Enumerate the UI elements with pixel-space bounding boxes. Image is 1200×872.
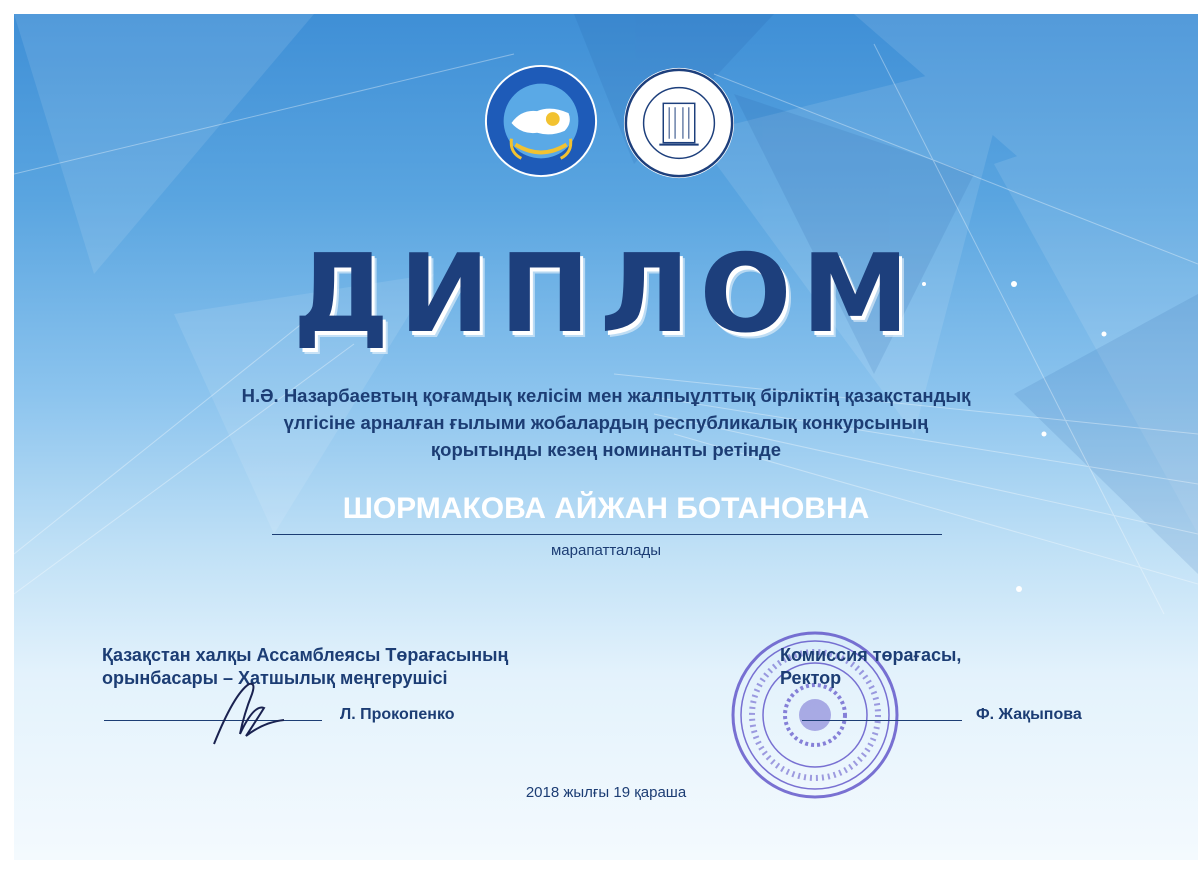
left-signatory-name: Л. Прокопенко	[340, 706, 455, 723]
left-title-line-1: Қазақстан халқы Ассамблеясы Төрағасының	[102, 645, 509, 665]
recipient-name: ШОРМАКОВА АЙЖАН БОТАНОВНА	[342, 492, 870, 525]
right-title-line-2: Ректор	[780, 668, 842, 688]
assembly-logo	[482, 62, 600, 180]
name-underline	[272, 534, 942, 535]
description-line-2: үлгісіне арналған ғылыми жобалардың республикалық конкурсының	[283, 412, 929, 433]
right-signatory-title	[780, 644, 961, 690]
issue-date: 2018 жылғы 19 қараша	[525, 784, 687, 801]
right-signatory-name: Ф. Жақыпова	[976, 706, 1082, 723]
right-title-line-1: Комиссия төрағасы,	[780, 645, 962, 665]
right-signature-line	[802, 720, 962, 721]
left-title-line-2: орынбасары – Хатшылық меңгерушісі	[102, 668, 448, 688]
awarded-text: марапатталады	[550, 542, 662, 559]
diploma-title: ДИПЛОМ	[293, 232, 919, 357]
handwritten-signature	[194, 674, 294, 754]
description-line-1: Н.Ә. Назарбаевтың қоғамдық келісім мен жалпыұлттық бірліктің қазақстандық	[241, 385, 971, 406]
diploma-sheet	[14, 14, 1198, 860]
description-line-3: қорытынды кезең номинанты ретінде	[430, 439, 782, 460]
academy-logo	[620, 64, 738, 182]
diploma-description	[134, 382, 1078, 463]
left-signatory-title	[102, 644, 508, 690]
